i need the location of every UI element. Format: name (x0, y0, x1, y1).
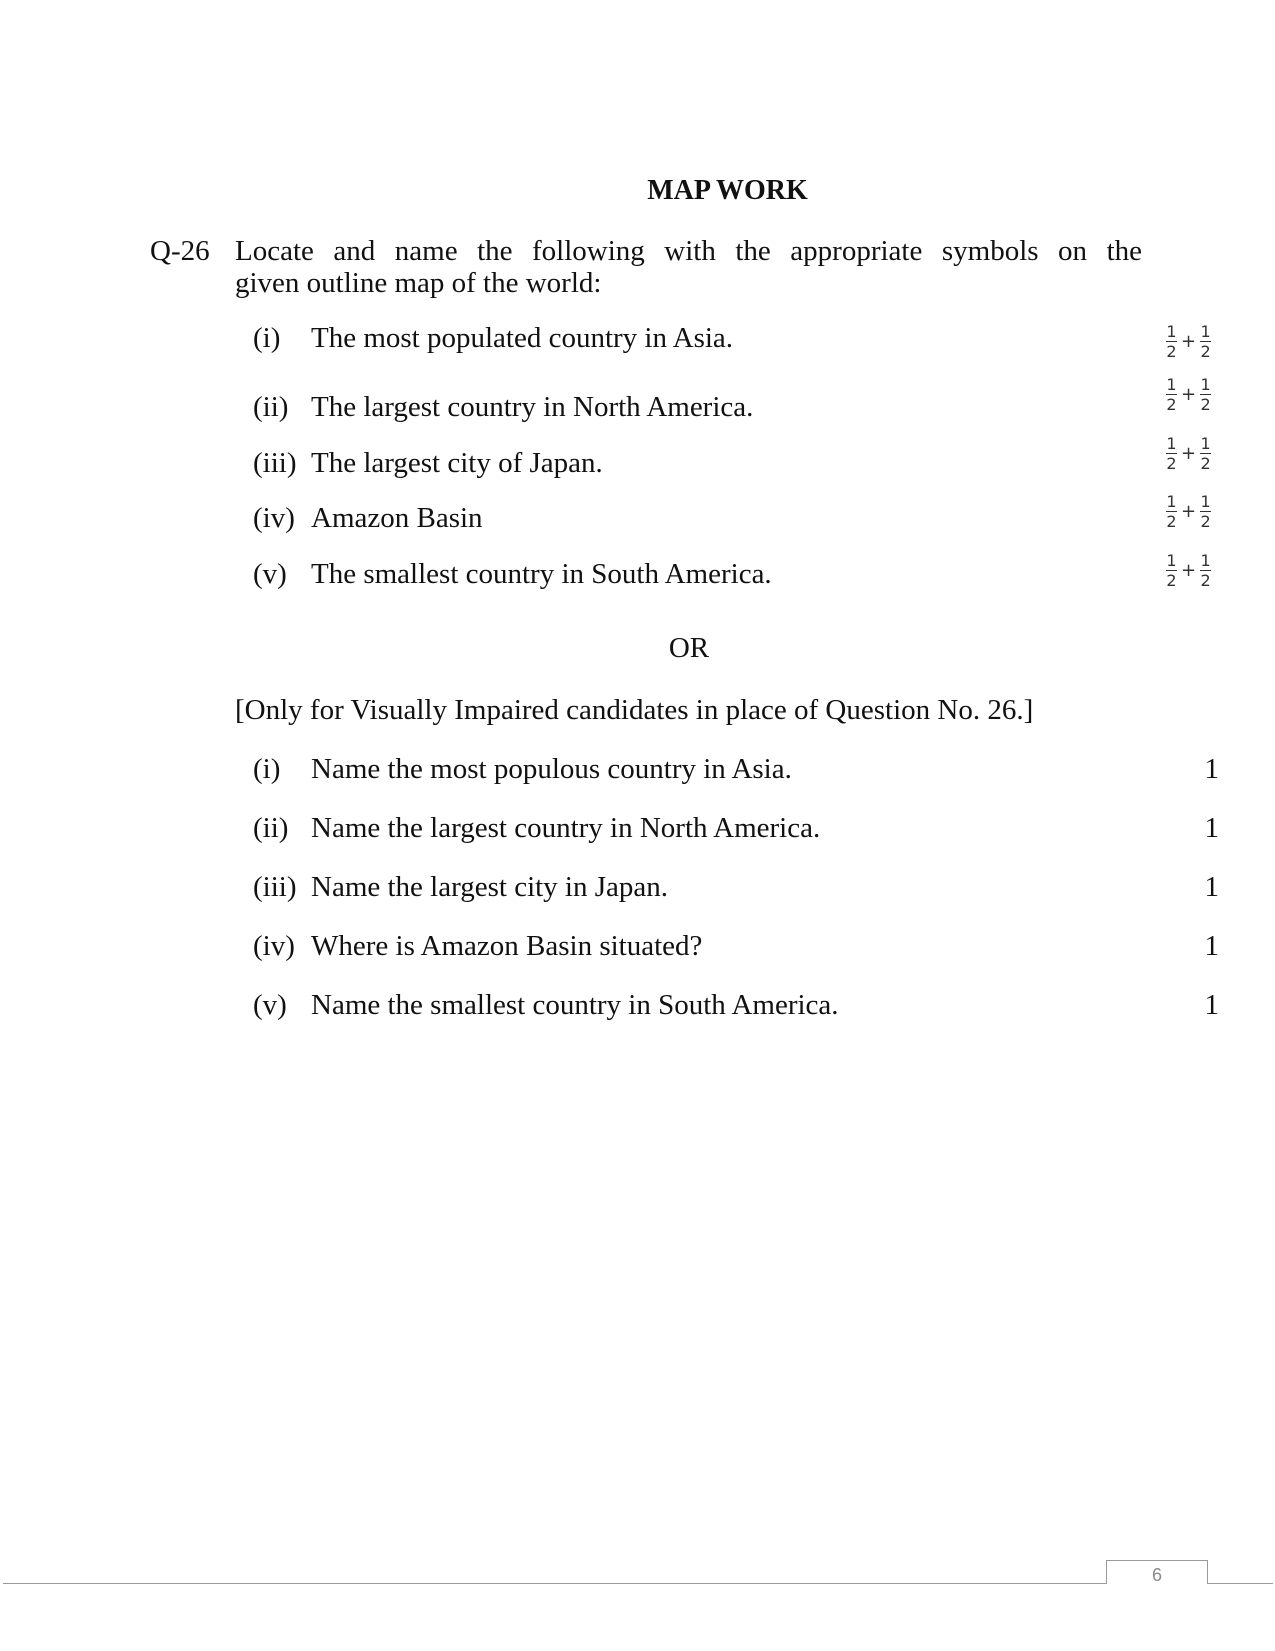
item-marks-fraction: $\frac{1}{2}$ + $\frac{1}{2}$ (1166, 492, 1211, 531)
footer-divider (3, 1583, 1273, 1584)
item-marks-fraction: $\frac{1}{2}$ + $\frac{1}{2}$ (1166, 434, 1211, 473)
item-marks: 1 (1204, 930, 1219, 962)
item-text: The most populated country in Asia. (311, 322, 734, 354)
question-number: Q-26 (150, 235, 210, 267)
item-text: The largest city of Japan. (311, 447, 603, 479)
item-marks: 1 (1204, 989, 1219, 1021)
item-marks-fraction: $\frac{1}{2}$ + $\frac{1}{2}$ (1166, 551, 1211, 590)
item-marks: 1 (1204, 753, 1219, 785)
item-text: The largest country in North America. (311, 391, 754, 423)
item-roman-numeral: (iv) (253, 502, 295, 534)
item-text: Name the largest country in North America. (311, 812, 821, 844)
item-roman-numeral: (ii) (253, 812, 289, 844)
page-number: 6 (1106, 1560, 1208, 1584)
item-roman-numeral: (i) (253, 322, 281, 354)
question-prompt-line-2: given outline map of the world: (235, 267, 602, 299)
item-marks-fraction: $\frac{1}{2}$ + $\frac{1}{2}$ (1166, 322, 1211, 361)
item-text: Name the smallest country in South America. (311, 989, 839, 1021)
section-title: MAP WORK (647, 175, 808, 206)
item-marks-fraction: $\frac{1}{2}$ + $\frac{1}{2}$ (1166, 375, 1211, 414)
item-text: The smallest country in South America. (311, 558, 772, 590)
item-roman-numeral: (v) (253, 558, 287, 590)
item-text: Amazon Basin (311, 502, 483, 534)
item-marks: 1 (1204, 871, 1219, 903)
visually-impaired-heading: [Only for Visually Impaired candidates in place of Question No. 26.] (235, 694, 1034, 726)
item-text: Name the most populous country in Asia. (311, 753, 792, 785)
item-text: Name the largest city in Japan. (311, 871, 669, 903)
item-roman-numeral: (iii) (253, 871, 297, 903)
item-text: Where is Amazon Basin situated? (311, 930, 703, 962)
item-roman-numeral: (v) (253, 989, 287, 1021)
item-roman-numeral: (ii) (253, 391, 289, 423)
item-roman-numeral: (iii) (253, 447, 297, 479)
item-marks: 1 (1204, 812, 1219, 844)
item-roman-numeral: (iv) (253, 930, 295, 962)
item-roman-numeral: (i) (253, 753, 281, 785)
question-prompt-line-1: Locate and name the following with the appropriate symbols on the (235, 235, 1142, 267)
or-separator: OR (668, 632, 710, 664)
